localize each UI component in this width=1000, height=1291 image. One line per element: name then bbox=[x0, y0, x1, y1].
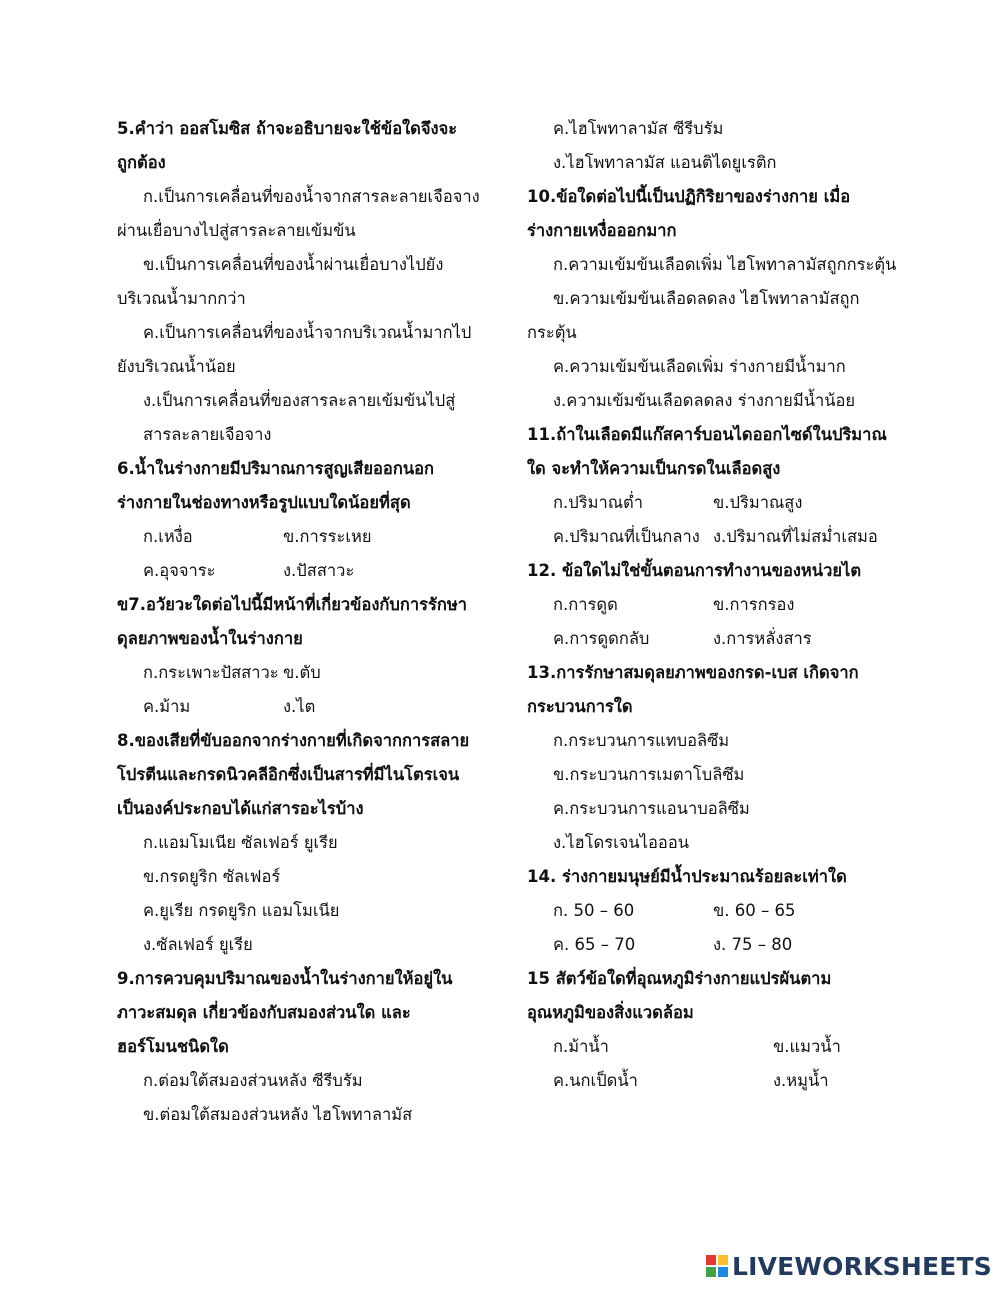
option-d[interactable]: ง.ปัสสาวะ bbox=[283, 561, 355, 580]
option-b[interactable]: ข.กรดยูริก ซัลเฟอร์ bbox=[143, 867, 281, 886]
question-text: โปรตีนและกรดนิวคลีอิกซึ่งเป็นสารที่มีไนโตรเจน bbox=[117, 765, 460, 784]
question-7 bbox=[117, 588, 497, 724]
option-d-cont: สารละลายเจือจาง bbox=[143, 425, 272, 444]
option-row bbox=[527, 622, 907, 656]
option-a[interactable]: ก.ต่อมใต้สมองส่วนหลัง ซีรีบรัม bbox=[143, 1071, 363, 1090]
option-a-cont: ผ่านเยื่อบางไปสู่สารละลายเข้มข้น bbox=[117, 221, 356, 240]
question-text: 13.การรักษาสมดุลยภาพของกรด-เบส เกิดจาก bbox=[527, 663, 859, 682]
option-b[interactable]: ข.ตับ bbox=[283, 663, 321, 682]
option-c[interactable]: ค.ยูเรีย กรดยูริก แอมโมเนีย bbox=[143, 901, 340, 920]
question-text: 10.ข้อใดต่อไปนี้เป็นปฏิกิริยาของร่างกาย เมื่อ bbox=[527, 187, 851, 206]
question-10 bbox=[527, 180, 907, 418]
option-a[interactable]: ก.แอมโมเนีย ซัลเฟอร์ ยูเรีย bbox=[143, 833, 338, 852]
option-row bbox=[117, 656, 497, 690]
option-d[interactable]: ง.หมูน้ำ bbox=[773, 1071, 829, 1090]
question-text: ถูกต้อง bbox=[117, 153, 166, 172]
question-text: ร่างกายเหงื่อออกมาก bbox=[527, 221, 677, 240]
option-c[interactable]: ค.เป็นการเคลื่อนที่ของน้ำจากบริเวณน้ำมากไป bbox=[143, 323, 472, 342]
option-b[interactable]: ข.แมวน้ำ bbox=[773, 1037, 841, 1056]
option-row bbox=[527, 486, 907, 520]
option-row bbox=[527, 894, 907, 928]
option-a[interactable]: ก.เหงื่อ bbox=[143, 527, 193, 546]
option-a[interactable]: ก.การดูด bbox=[553, 595, 618, 614]
option-row bbox=[527, 588, 907, 622]
question-text: 5.คำว่า ออสโมซิส ถ้าจะอธิบายจะใช้ข้อใดจึงจะ bbox=[117, 119, 458, 138]
option-d[interactable]: ง.ซัลเฟอร์ ยูเรีย bbox=[143, 935, 253, 954]
option-row bbox=[527, 520, 907, 554]
option-d[interactable]: ง.ไต bbox=[283, 697, 316, 716]
question-14 bbox=[527, 860, 907, 962]
question-text: 14. ร่างกายมนุษย์มีน้ำประมาณร้อยละเท่าใด bbox=[527, 867, 847, 886]
question-text: ใด จะทำให้ความเป็นกรดในเลือดสูง bbox=[527, 459, 781, 478]
question-9-continued bbox=[527, 112, 907, 180]
option-c[interactable]: ค.ไฮโพทาลามัส ซีรีบรัม bbox=[553, 119, 724, 138]
liveworksheets-logo-icon bbox=[706, 1255, 728, 1277]
question-15 bbox=[527, 962, 907, 1098]
option-c[interactable]: ค.นกเป็ดน้ำ bbox=[553, 1071, 638, 1090]
option-c[interactable]: ค.ความเข้มข้นเลือดเพิ่ม ร่างกายมีน้ำมาก bbox=[553, 357, 846, 376]
option-a[interactable]: ก.กระบวนการแทบอลิซึม bbox=[553, 731, 730, 750]
question-text: 12. ข้อใดไม่ใช่ขั้นตอนการทำงานของหน่วยไต bbox=[527, 561, 862, 580]
option-d[interactable]: ง.ไฮโพทาลามัส แอนติไดยูเรติก bbox=[553, 153, 777, 172]
option-b[interactable]: ข.ต่อมใต้สมองส่วนหลัง ไฮโพทาลามัส bbox=[143, 1105, 413, 1124]
logo-square-blue bbox=[718, 1267, 728, 1277]
right-column bbox=[527, 112, 907, 1098]
question-text: เป็นองค์ประกอบได้แก่สารอะไรบ้าง bbox=[117, 799, 364, 818]
question-text: 11.ถ้าในเลือดมีแก๊สคาร์บอนไดออกไซด์ในปริมาณ bbox=[527, 425, 887, 444]
option-c-cont: ยังบริเวณน้ำน้อย bbox=[117, 357, 236, 376]
question-text: ภาวะสมดุล เกี่ยวข้องกับสมองส่วนใด และ bbox=[117, 1003, 411, 1022]
option-row bbox=[117, 690, 497, 724]
option-row bbox=[527, 928, 907, 962]
question-5 bbox=[117, 112, 497, 452]
question-13 bbox=[527, 656, 907, 860]
option-c[interactable]: ค.ปริมาณที่เป็นกลาง bbox=[553, 527, 700, 546]
option-row bbox=[117, 520, 497, 554]
option-c[interactable]: ค. 65 – 70 bbox=[553, 935, 636, 954]
question-text: 8.ของเสียที่ขับออกจากร่างกายที่เกิดจากการสลาย bbox=[117, 731, 470, 750]
question-text: อุณหภูมิของสิ่งแวดล้อม bbox=[527, 1003, 694, 1022]
logo-text: LIVEWORKSHEETS bbox=[731, 1251, 992, 1281]
option-b-cont: กระตุ้น bbox=[527, 323, 577, 342]
option-b[interactable]: ข.ความเข้มข้นเลือดลดลง ไฮโพทาลามัสถูก bbox=[553, 289, 860, 308]
question-text: ร่างกายในช่องทางหรือรูปแบบใดน้อยที่สุด bbox=[117, 493, 411, 512]
option-b[interactable]: ข.ปริมาณสูง bbox=[713, 493, 803, 512]
question-11 bbox=[527, 418, 907, 554]
question-text: 6.น้ำในร่างกายมีปริมาณการสูญเสียออกนอก bbox=[117, 459, 435, 478]
option-d[interactable]: ง.การหลั่งสาร bbox=[713, 629, 812, 648]
question-text: กระบวนการใด bbox=[527, 697, 633, 716]
option-b[interactable]: ข.กระบวนการเมตาโบลิซึม bbox=[553, 765, 745, 784]
option-row bbox=[527, 1030, 907, 1064]
option-d[interactable]: ง. 75 – 80 bbox=[713, 935, 793, 954]
question-text: ดุลยภาพของน้ำในร่างกาย bbox=[117, 629, 303, 648]
question-8 bbox=[117, 724, 497, 962]
option-row bbox=[117, 554, 497, 588]
logo-square-yellow bbox=[718, 1255, 728, 1265]
option-d[interactable]: ง.ปริมาณที่ไม่สม่ำเสมอ bbox=[713, 527, 878, 546]
option-d[interactable]: ง.ความเข้มข้นเลือดลดลง ร่างกายมีน้ำน้อย bbox=[553, 391, 856, 410]
question-12 bbox=[527, 554, 907, 656]
question-text: 9.การควบคุมปริมาณของน้ำในร่างกายให้อยู่ใน bbox=[117, 969, 453, 988]
option-row bbox=[527, 1064, 907, 1098]
option-c[interactable]: ค.การดูดกลับ bbox=[553, 629, 650, 648]
option-c[interactable]: ค.กระบวนการแอนาบอลิซึม bbox=[553, 799, 750, 818]
option-d[interactable]: ง.ไฮโดรเจนไอออน bbox=[553, 833, 690, 852]
option-d[interactable]: ง.เป็นการเคลื่อนที่ของสารละลายเข้มข้นไปสู่ bbox=[143, 391, 456, 410]
question-text: ข7.อวัยวะใดต่อไปนี้มีหน้าที่เกี่ยวข้องกับการรักษา bbox=[117, 595, 468, 614]
question-9 bbox=[117, 962, 497, 1132]
option-b[interactable]: ข.การระเหย bbox=[283, 527, 372, 546]
question-text: ฮอร์โมนชนิดใด bbox=[117, 1037, 229, 1056]
logo-square-red bbox=[706, 1255, 716, 1265]
option-b-cont: บริเวณน้ำมากกว่า bbox=[117, 289, 246, 308]
option-a[interactable]: ก. 50 – 60 bbox=[553, 901, 635, 920]
option-a[interactable]: ก.เป็นการเคลื่อนที่ของน้ำจากสารละลายเจือจาง bbox=[143, 187, 480, 206]
option-a[interactable]: ก.ม้าน้ำ bbox=[553, 1037, 609, 1056]
option-c[interactable]: ค.ม้าม bbox=[143, 697, 191, 716]
logo-square-green bbox=[706, 1267, 716, 1277]
question-text: 15 สัตว์ข้อใดที่อุณหภูมิร่างกายแปรผันตาม bbox=[527, 969, 832, 988]
option-b[interactable]: ข. 60 – 65 bbox=[713, 901, 796, 920]
question-6 bbox=[117, 452, 497, 588]
option-b[interactable]: ข.เป็นการเคลื่อนที่ของน้ำผ่านเยื่อบางไปยัง bbox=[143, 255, 444, 274]
option-c[interactable]: ค.อุจจาระ bbox=[143, 561, 216, 580]
option-a[interactable]: ก.กระเพาะปัสสาวะ bbox=[143, 663, 279, 682]
liveworksheets-logo bbox=[706, 1251, 992, 1281]
left-column bbox=[117, 112, 497, 1132]
option-a[interactable]: ก.ปริมาณต่ำ bbox=[553, 493, 644, 512]
option-b[interactable]: ข.การกรอง bbox=[713, 595, 795, 614]
option-a[interactable]: ก.ความเข้มข้นเลือดเพิ่ม ไฮโพทาลามัสถูกกระตุ้น bbox=[553, 255, 897, 274]
